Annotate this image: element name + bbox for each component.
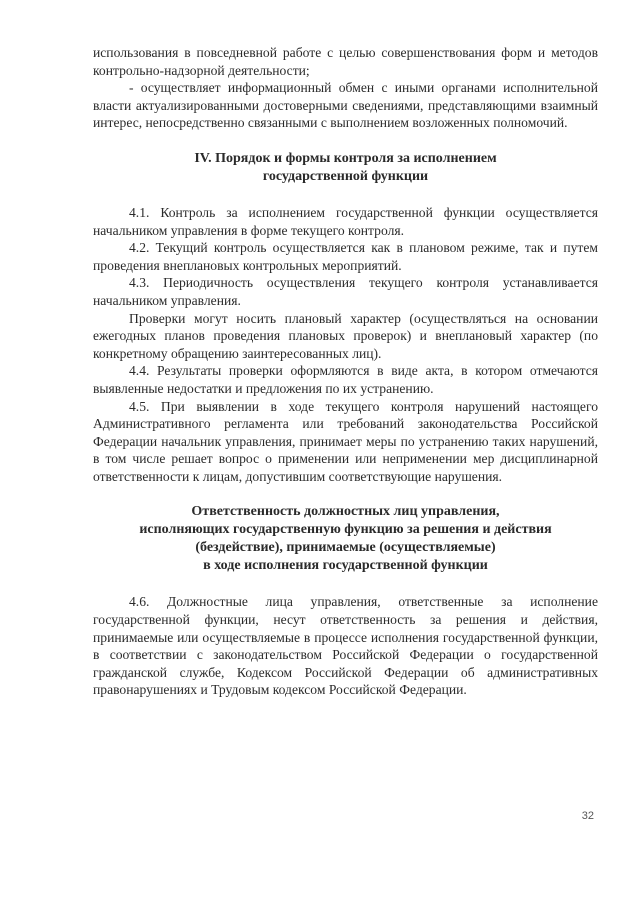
paragraph-4-5: 4.5. При выявлении в ходе текущего контроля нарушений настоящего Административного регламента или требований законодательства Российской Федерации начальник управления, принимает меры по устранению таких нарушений, в том числе решает вопрос о применении или неприменении мер дисциплинарной ответственности к лицам, допустившим соответствующие нарушения. [93, 398, 598, 484]
section-4-heading-line-1: IV. Порядок и формы контроля за исполнением [194, 150, 497, 166]
paragraph-4-3-inspections: Проверки могут носить плановый характер (осуществляться на основании ежегодных планов проведения плановых проверок) и внеплановый характер (по конкретному обращению заинтересованных лиц). [93, 310, 598, 361]
responsibility-heading-line-4: в ходе исполнения государственной функции [203, 558, 488, 574]
paragraph-4-6: 4.6. Должностные лица управления, ответственные за исполнение государственной функции, несут ответственность за решения и действия, принимаемые или осуществляемые в процессе исполнения государственной функции, в соответствии с законодательством Российской Федерации о государственной гражданской службе, Кодексом Российской Федерации об административных правонарушениях и Трудовым кодексом Российской Федерации. [93, 594, 598, 698]
paragraph-4-4: 4.4. Результаты проверки оформляются в виде акта, в котором отмечаются выявленные недостатки и предложения по их устранению. [93, 363, 598, 396]
responsibility-heading-line-1: Ответственность должностных лиц управления, [191, 504, 500, 520]
paragraph-4-3: 4.3. Периодичность осуществления текущего контроля устанавливается начальником управления. [93, 275, 598, 308]
responsibility-heading [93, 503, 598, 575]
intro-paragraph-info-exchange: - осуществляет информационный обмен с иными органами исполнительной власти актуализированными достоверными сведениями, представляющими взаимный интерес, непосредственно связанными с выполнением возложенных полномочий. [93, 80, 598, 131]
paragraph-4-2: 4.2. Текущий контроль осуществляется как в плановом режиме, так и путем проведения внеплановых контрольных мероприятий. [93, 240, 598, 273]
section-4-heading [93, 150, 598, 186]
responsibility-heading-line-2: исполняющих государственную функцию за решения и действия [139, 522, 552, 538]
page-content [93, 44, 598, 699]
section-4-heading-line-2: государственной функции [262, 168, 429, 184]
page-number: 32 [581, 810, 594, 822]
intro-paragraph-continuation: использования в повседневной работе с целью совершенствования форм и методов контрольно-надзорной деятельности; [93, 45, 598, 78]
responsibility-heading-line-3: (бездействие), принимаемые (осуществляемые) [195, 540, 496, 556]
paragraph-4-1: 4.1. Контроль за исполнением государственной функции осуществляется начальником управления в форме текущего контроля. [93, 204, 598, 238]
